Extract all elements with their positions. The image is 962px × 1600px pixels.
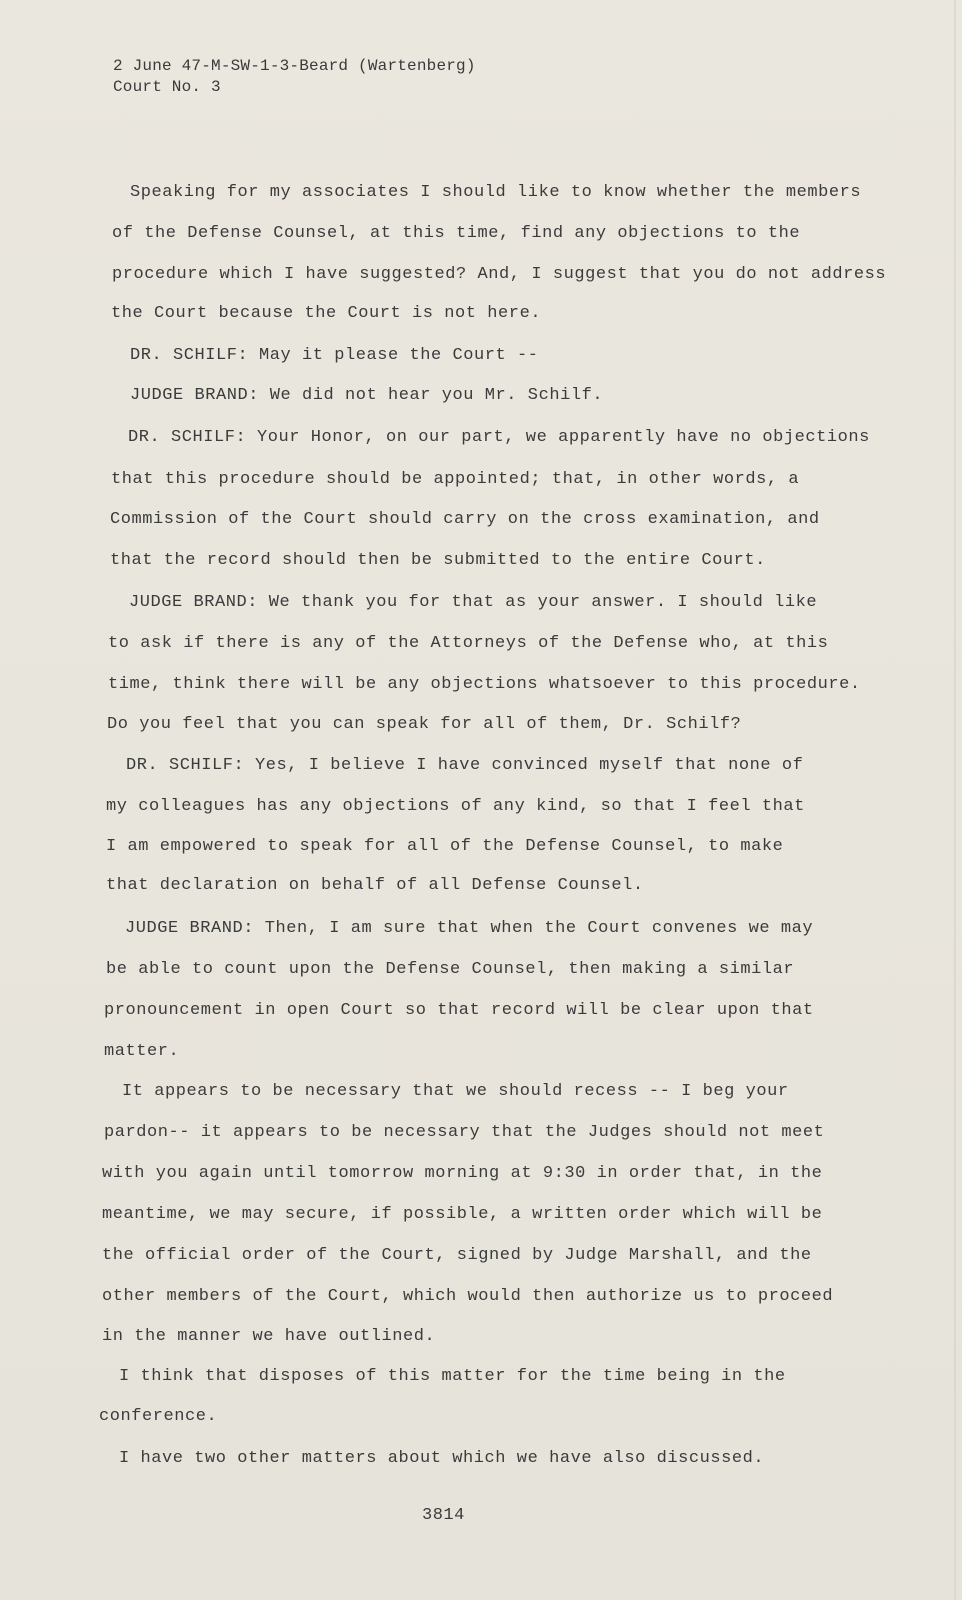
text-line: that the record should then be submitted to the entire Court. (110, 551, 766, 570)
text-line: JUDGE BRAND: We thank you for that as your answer. I should like (129, 593, 818, 612)
text-line: my colleagues has any objections of any kind, so that I feel that (106, 797, 805, 816)
text-line: that this procedure should be appointed; that, in other words, a (111, 470, 800, 489)
header-court-line: Court No. 3 (113, 78, 221, 96)
text-line: matter. (104, 1042, 180, 1061)
text-line: the official order of the Court, signed by Judge Marshall, and the (102, 1246, 812, 1265)
text-line: DR. SCHILF: Yes, I believe I have convinced myself that none of (126, 756, 804, 775)
text-line: DR. SCHILF: May it please the Court -- (130, 346, 539, 365)
text-line: It appears to be necessary that we should recess -- I beg your (122, 1082, 789, 1101)
text-line: Commission of the Court should carry on the cross examination, and (110, 510, 820, 529)
text-line: that declaration on behalf of all Defense Counsel. (106, 876, 644, 895)
document-header (113, 56, 476, 98)
page-number: 3814 (422, 1506, 465, 1525)
text-line: of the Defense Counsel, at this time, find any objections to the (112, 224, 801, 243)
text-line: I have two other matters about which we have also discussed. (119, 1449, 765, 1468)
text-line: meantime, we may secure, if possible, a written order which will be (102, 1205, 823, 1224)
text-line: JUDGE BRAND: We did not hear you Mr. Schilf. (130, 386, 604, 405)
text-line: be able to count upon the Defense Counsel, then making a similar (106, 960, 795, 979)
text-line: DR. SCHILF: Your Honor, on our part, we apparently have no objections (128, 428, 870, 447)
text-line: I am empowered to speak for all of the Defense Counsel, to make (106, 837, 784, 856)
text-line: in the manner we have outlined. (102, 1327, 436, 1346)
text-line: conference. (99, 1407, 218, 1426)
text-line: I think that disposes of this matter for the time being in the (119, 1367, 786, 1386)
text-line: the Court because the Court is not here. (111, 304, 542, 323)
text-line: Do you feel that you can speak for all of them, Dr. Schilf? (107, 715, 742, 734)
paper-edge-shadow (954, 0, 956, 1600)
text-line: procedure which I have suggested? And, I suggest that you do not address (112, 265, 887, 284)
header-session-line: 2 June 47-M-SW-1-3-Beard (Wartenberg) (113, 57, 476, 75)
text-line: with you again until tomorrow morning at 9:30 in order that, in the (102, 1164, 823, 1183)
text-line: pronouncement in open Court so that record will be clear upon that (104, 1001, 814, 1020)
text-line: pardon-- it appears to be necessary that the Judges should not meet (104, 1123, 825, 1142)
text-line: time, think there will be any objections whatsoever to this procedure. (108, 675, 861, 694)
text-line: JUDGE BRAND: Then, I am sure that when the Court convenes we may (125, 919, 814, 938)
text-line: Speaking for my associates I should like to know whether the members (130, 183, 862, 202)
text-line: other members of the Court, which would then authorize us to proceed (102, 1287, 834, 1306)
text-line: to ask if there is any of the Attorneys of the Defense who, at this (108, 634, 829, 653)
